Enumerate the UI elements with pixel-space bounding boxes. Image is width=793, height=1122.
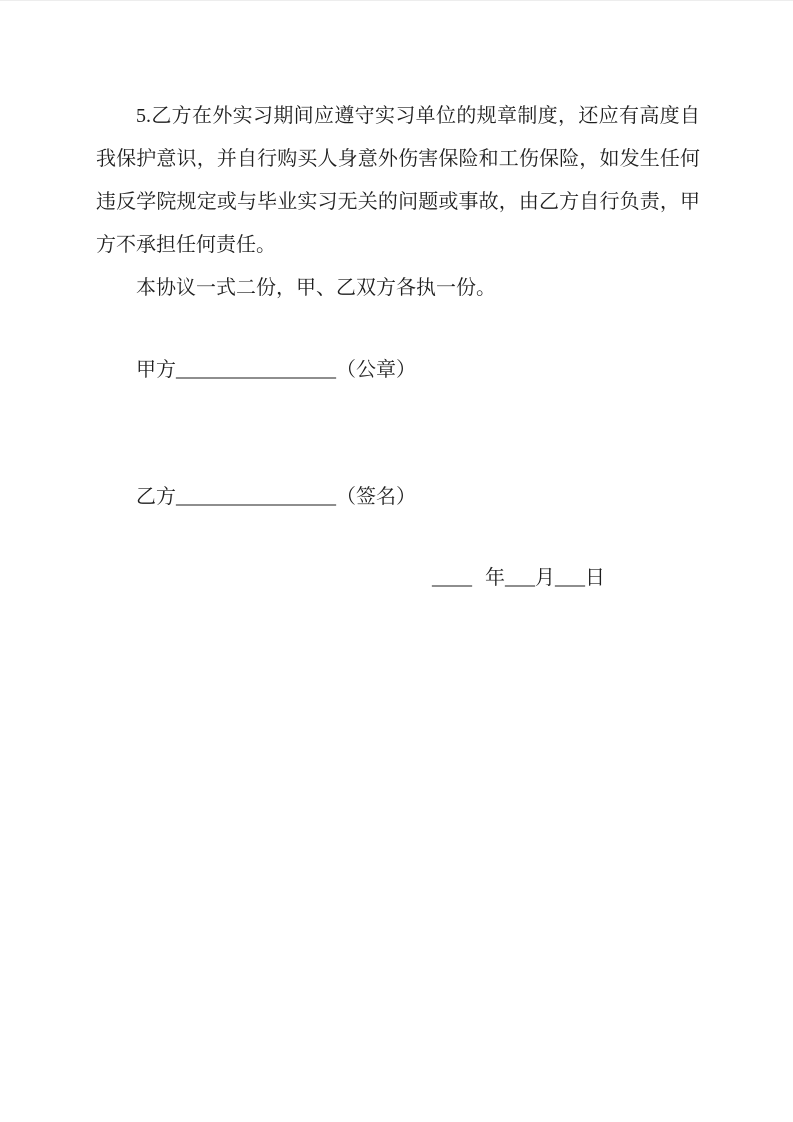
- date-row: [96, 557, 700, 600]
- month-blank-line: ___: [505, 567, 535, 589]
- day-blank-line: ___: [555, 567, 585, 589]
- party-b-blank-line: ________________: [176, 486, 336, 508]
- party-b-signature-row: [96, 476, 700, 519]
- party-b-label: 乙方: [136, 486, 176, 508]
- clause-5-text-line-2: 我保护意识，并自行购买人身意外伤害保险和工伤保险，如发生任何: [96, 148, 700, 170]
- clause-5-text-line-4: 方不承担任何责任。: [96, 234, 276, 256]
- month-label: 月: [535, 567, 555, 589]
- document-body: [96, 95, 700, 600]
- clause-5-text-line-3: 违反学院规定或与毕业实习无关的问题或事故，由乙方自行负责，甲: [96, 191, 700, 213]
- party-a-signature-row: [96, 349, 700, 392]
- clause-5-line-4: [96, 224, 700, 267]
- clause-5-line-3: [96, 181, 700, 224]
- clause-5-line-2: [96, 138, 700, 181]
- clause-5-text-line-1: 5.乙方在外实习期间应遵守实习单位的规章制度，还应有高度自: [136, 105, 700, 127]
- clause-5-line-1: [96, 95, 700, 138]
- closing-statement-text: 本协议一式二份，甲、乙双方各执一份。: [136, 277, 496, 299]
- year-label: 年: [485, 567, 505, 589]
- day-label: 日: [585, 567, 605, 589]
- party-a-blank-line: ________________: [176, 359, 336, 381]
- party-b-sign-note: （签名）: [336, 486, 416, 508]
- year-blank-line: ____: [432, 567, 472, 589]
- party-a-label: 甲方: [136, 359, 176, 381]
- closing-statement: [96, 267, 700, 310]
- party-a-seal-note: （公章）: [336, 359, 416, 381]
